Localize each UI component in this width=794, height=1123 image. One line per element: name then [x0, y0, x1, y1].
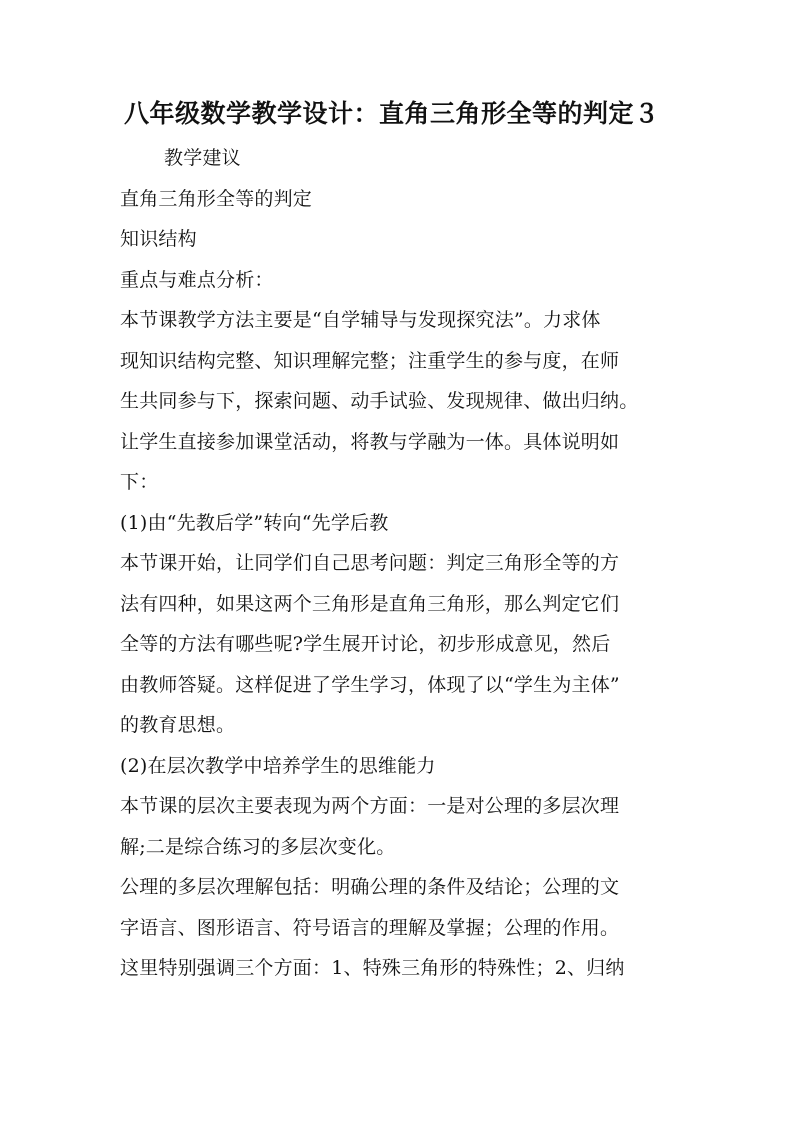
section-heading-teaching-suggestions: 教学建议 — [164, 147, 241, 169]
text-line: 直角三角形全等的判定 — [120, 187, 313, 210]
text-line: 生共同参与下，探索问题、动手试验、发现规律、做出归纳。 — [120, 390, 639, 412]
document-title: 八年级数学教学设计：直角三角形全等的判定３ — [124, 99, 660, 128]
text-line: 本节课的层次主要表现为两个方面：一是对公理的多层次理 — [120, 795, 620, 817]
text-line: 本节课开始，让同学们自己思考问题：判定三角形全等的方 — [120, 552, 620, 574]
text-line: 重点与难点分析： — [120, 268, 274, 291]
document-body — [120, 138, 676, 989]
text-line: 现知识结构完整、知识理解完整；注重学生的参与度，在师 — [120, 349, 620, 372]
text-line: 全等的方法有哪些呢?学生展开讨论，初步形成意见，然后 — [120, 633, 611, 655]
text-line: 本节课教学方法主要是“自学辅导与发现探究法”。力求体 — [120, 309, 601, 331]
text-line: (2)在层次教学中培养学生的思维能力 — [120, 754, 436, 777]
text-line: 由教师答疑。这样促进了学生学习，体现了以“学生为主体” — [120, 673, 620, 696]
text-line: 这里特别强调三个方面：1、特殊三角形的特殊性；2、归纳 — [120, 957, 625, 979]
text-line: 法有四种，如果这两个三角形是直角三角形，那么判定它们 — [120, 592, 620, 615]
text-line: 解;二是综合练习的多层次变化。 — [120, 835, 396, 858]
text-line: 字语言、图形语言、符号语言的理解及掌握；公理的作用。 — [120, 916, 620, 939]
text-line: 知识结构 — [120, 228, 197, 250]
text-line: 下： — [120, 471, 159, 493]
text-line: (1)由“先教后学”转向“先学后教 — [120, 511, 389, 534]
text-line: 公理的多层次理解包括：明确公理的条件及结论；公理的文 — [120, 876, 620, 898]
text-line: 的教育思想。 — [120, 714, 236, 736]
text-line: 让学生直接参加课堂活动，将教与学融为一体。具体说明如 — [120, 430, 620, 453]
